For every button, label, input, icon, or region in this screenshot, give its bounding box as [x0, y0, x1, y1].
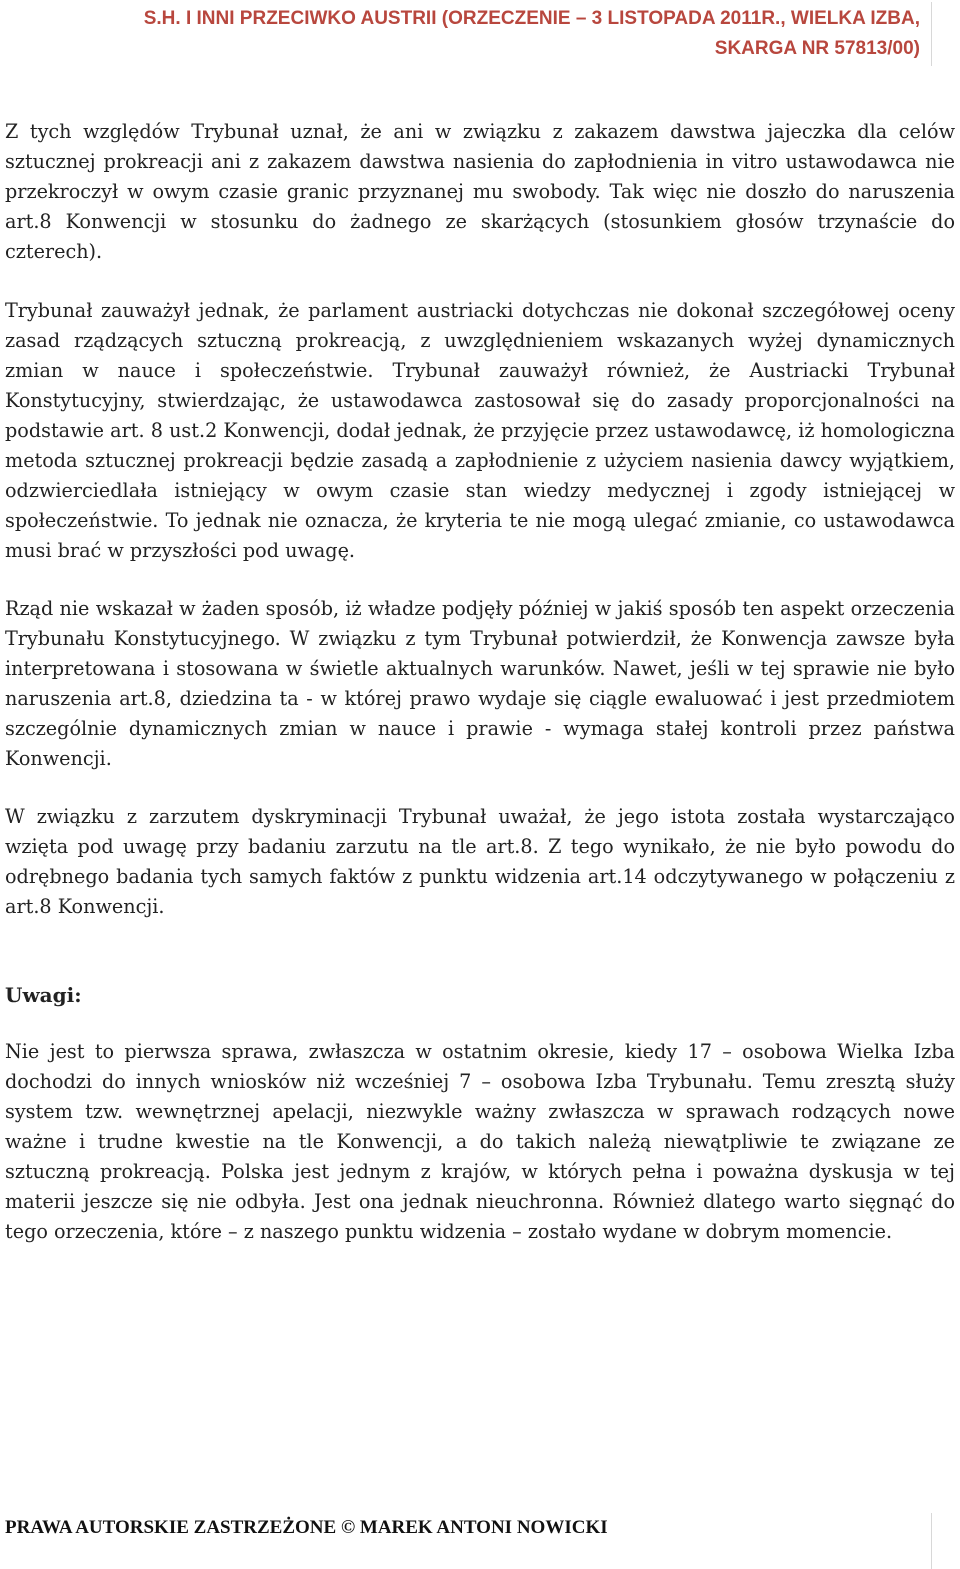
running-header: [40, 4, 920, 64]
paragraph-5: Nie jest to pierwsza sprawa, zwłaszcza w ostatnim okresie, kiedy 17 – osobowa Wielka Izba dochodzi do innych wniosków niż wcześniej 7 – osobowa Izba Trybunału. Temu zresztą służy system tzw. wewnętrznej apelacji, niezwykle ważny zwłaszcza w sprawach rodzących nowe ważne i trudne kwestie na tle Konwencji, a do takich należą niewątpliwie te związane ze sztuczną prokreacją. Polska jest jednym z krajów, w których pełna i poważna dyskusja w tej materii jeszcze się nie odbyła. Jest ona jednak nieuchronna. Również dlatego warto sięgnąć do tego orzeczenia, które – z naszego punktu widzenia – zostało wydane w dobrym momencie.: [5, 1040, 955, 1243]
header-line-1: S.H. I INNI PRZECIWKO AUSTRII (ORZECZENIE – 3 LISTOPADA 2011R., WIELKA IZBA,: [143, 8, 920, 29]
paragraph-4: W związku z zarzutem dyskryminacji Trybunał uważał, że jego istota została wystarczająco wzięta pod uwagę przy badaniu zarzutu na tle art.8. Z tego wynikało, że nie było powodu do odrębnego badania tych samych faktów z punktu widzenia art.14 odczytywanego w połączeniu z art.8 Konwencji.: [5, 805, 955, 918]
paragraph-1: Z tych względów Trybunał uznał, że ani w związku z zakazem dawstwa jajeczka dla celów sztucznej prokreacji ani z zakazem dawstwa nasienia do zapłodnienia in vitro ustawodawca nie przekroczył w owym czasie granic przyznanej mu swobody. Tak więc nie doszło do naruszenia art.8 Konwencji w stosunku do żadnego ze skarżących (stosunkiem głosów trzynaście do czterech).: [5, 120, 955, 263]
header-line-2: SKARGA NR 57813/00): [714, 38, 920, 59]
footer-divider: [931, 1513, 932, 1569]
paragraph-3: Rząd nie wskazał w żaden sposób, iż władze podjęły później w jakiś sposób ten aspekt orzeczenia Trybunału Konstytucyjnego. W związku z tym Trybunał potwierdził, że Konwencja zawsze była interpretowana i stosowana w świetle aktualnych warunków. Nawet, jeśli w tej sprawie nie było naruszenia art.8, dziedzina ta - w której prawo wydaje się ciągle ewaluować i jest przedmiotem szczególnie dynamicznych zmian w nauce i prawie - wymaga stałej kontroli przez państwa Konwencji.: [5, 597, 955, 770]
copyright-footer: PRAWA AUTORSKIE ZASTRZEŻONE © MAREK ANTONI NOWICKI: [5, 1517, 608, 1538]
section-heading-uwagi: Uwagi:: [5, 983, 82, 1007]
header-divider: [931, 2, 932, 66]
document-body: [5, 117, 955, 1247]
paragraph-2: Trybunał zauważył jednak, że parlament austriacki dotychczas nie dokonał szczegółowej oceny zasad rządzących sztuczną prokreacją, z uwzględnieniem wskazanych wyżej dynamicznych zmian w nauce i społeczeństwie. Trybunał zauważył również, że Austriacki Trybunał Konstytucyjny, stwierdzając, że ustawodawca zastosował się do zasady proporcjonalności na podstawie art. 8 ust.2 Konwencji, dodał jednak, że przyjęcie przez ustawodawcę, iż homologiczna metoda sztucznej prokreacji będzie zasadą a zapłodnienie z użyciem nasienia dawcy wyjątkiem, odzwierciedlała istniejący w owym czasie stan wiedzy medycznej i zgody istniejącej w społeczeństwie. To jednak nie oznacza, że kryteria te nie mogą ulegać zmianie, co ustawodawca musi brać w przyszłości pod uwagę.: [5, 299, 955, 562]
